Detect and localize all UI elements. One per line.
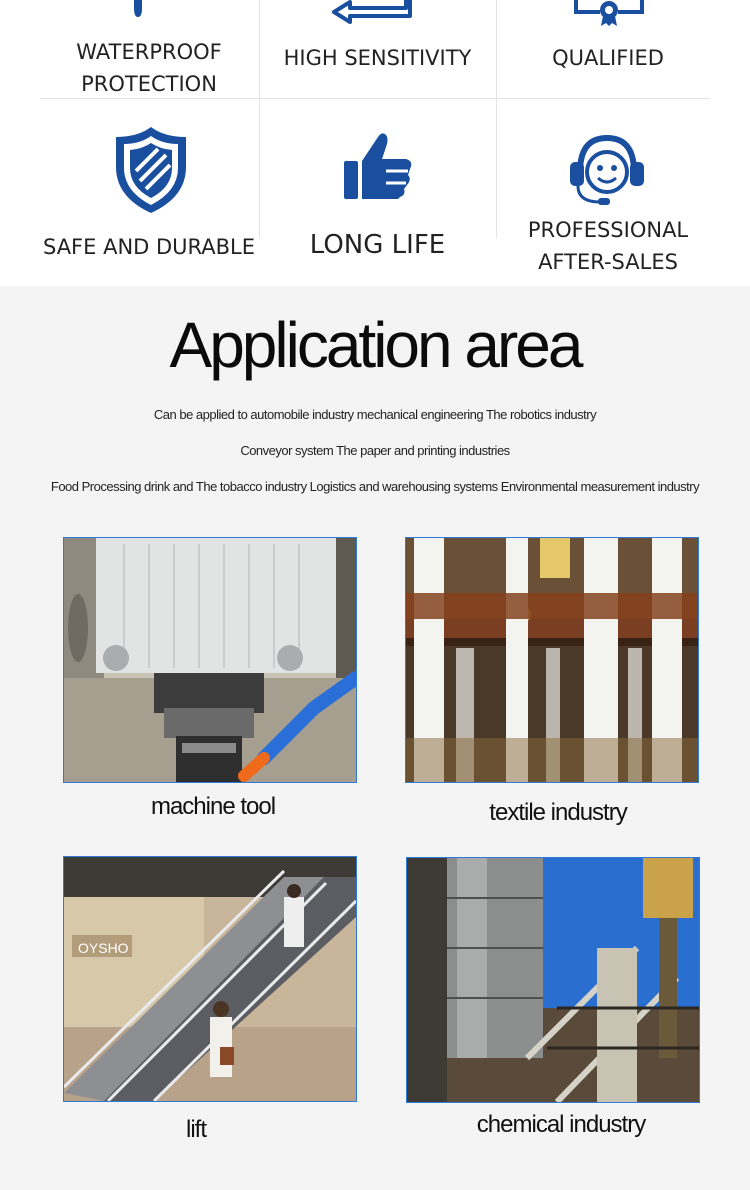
water-drop-icon bbox=[129, 0, 147, 25]
feature-label-safe: SAFE AND DURABLE bbox=[42, 235, 256, 259]
shield-icon bbox=[112, 125, 190, 220]
application-line: Conveyor system The paper and printing industries bbox=[240, 443, 510, 458]
feature-label-waterproof: WATERPROOF PROTECTION bbox=[76, 40, 222, 96]
photo-caption: chemical industry bbox=[476, 1111, 646, 1138]
application-line: Can be applied to automobile industry mechanical engineering The robotics industry bbox=[153, 407, 597, 422]
certificate-icon bbox=[572, 0, 646, 31]
feature-label-long-life: LONG LIFE bbox=[309, 230, 446, 260]
svg-text:OYSHO: OYSHO bbox=[78, 940, 129, 956]
feature-label-after-sales: PROFESSIONAL AFTER-SALES bbox=[527, 218, 689, 274]
application-line: Food Processing drink and The tobacco industry Logistics and warehousing systems Environmental measurement industry bbox=[50, 479, 700, 494]
arrow-icon bbox=[332, 0, 412, 31]
thumbs-up-icon bbox=[342, 131, 414, 208]
machine-tool-image bbox=[63, 537, 357, 783]
grid-divider bbox=[496, 0, 497, 238]
features-section bbox=[0, 0, 750, 286]
grid-divider bbox=[259, 0, 260, 238]
photo-caption: textile industry bbox=[489, 799, 627, 826]
feature-label-qualified: QUALIFIED bbox=[552, 46, 664, 70]
page-title: Application area bbox=[169, 309, 581, 381]
feature-label-sensitivity: HIGH SENSITIVITY bbox=[283, 46, 472, 70]
chemical-industry-image bbox=[406, 857, 700, 1103]
photo-caption: machine tool bbox=[150, 793, 276, 820]
headset-support-icon bbox=[566, 132, 648, 213]
textile-industry-image bbox=[405, 537, 699, 783]
photo-caption: lift bbox=[186, 1116, 206, 1143]
lift-image bbox=[63, 856, 357, 1102]
application-area-section bbox=[0, 286, 750, 1190]
